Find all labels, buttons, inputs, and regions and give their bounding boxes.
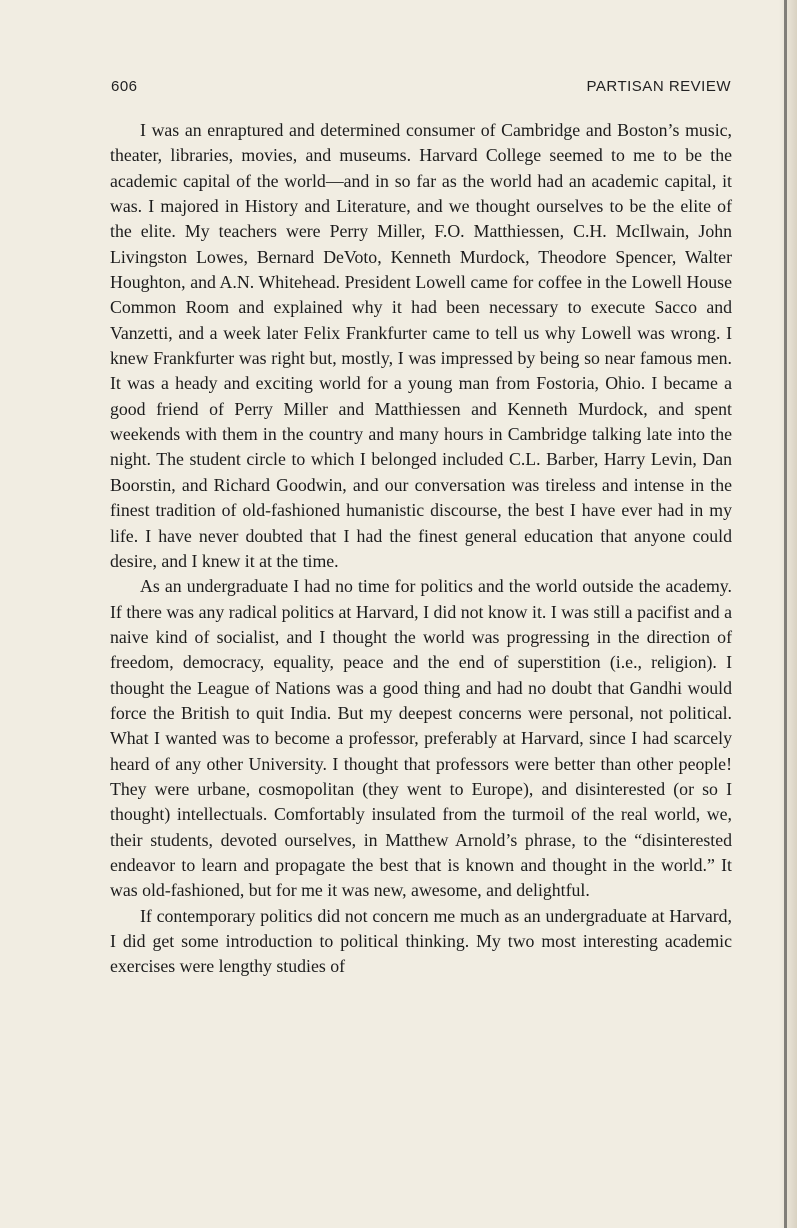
binding-edge-line bbox=[784, 0, 787, 1228]
paragraph: If contemporary politics did not concern me much as an undergraduate at Harvard, I did get some introduction to political thinking. My two most interesting academic exercises were lengthy studies of bbox=[110, 905, 732, 977]
article-body bbox=[110, 118, 732, 980]
running-head: PARTISAN REVIEW bbox=[586, 78, 731, 95]
page-edge-shadow bbox=[779, 0, 797, 1228]
page-header bbox=[111, 78, 731, 98]
paragraph: I was an enraptured and determined consumer of Cambridge and Boston’s music, theater, libraries, movies, and museums. Harvard College seemed to me to be the academic capital of the world—and in so far as the world had an academic capital, it was. I majored in History and Literature, and we thought ourselves to be the elite of the elite. My teachers were Perry Miller, F.O. Matthiessen, C.H. McIlwain, John Livingston Lowes, Bernard DeVoto, Kenneth Murdock, Theodore Spencer, Walter Houghton, and A.N. Whitehead. President Lowell came for coffee in the Lowell House Common Room and explained why it had been necessary to execute Sacco and Vanzetti, and a week later Felix Frankfurter came to tell us why Lowell was wrong. I knew Frankfurter was right but, mostly, I was impressed by being so near famous men. It was a heady and exciting world for a young man from Fostoria, Ohio. I became a good friend of Perry Miller and Matthiessen and Kenneth Murdock, and spent weekends with them in the country and many hours in Cambridge talking late into the night. The student circle to which I belonged included C.L. Barber, Harry Levin, Dan Boorstin, and Richard Goodwin, and our conversation was tireless and intense in the finest tradition of old-fashioned humanistic discourse, the best I have ever had in my life. I have never doubted that I had the finest general education that anyone could desire, and I knew it at the time. bbox=[110, 120, 732, 571]
paragraph: As an undergraduate I had no time for politics and the world outside the academy. If there was any radical politics at Harvard, I did not know it. I was still a pacifist and a naive kind of socialist, and I thought the world was progressing in the direction of freedom, democracy, equality, peace and the end of superstition (i.e., religion). I thought the League of Nations was a good thing and had no doubt that Gandhi would force the British to quit India. But my deepest concerns were personal, not political. What I wanted was to become a professor, preferably at Harvard, since I had scarcely heard of any other University. I thought that professors were better than other people! They were urbane, cosmopolitan (they went to Europe), and disinterested (or so I thought) intellectuals. Comfortably insulated from the turmoil of the real world, we, their students, devoted ourselves, in Matthew Arnold’s phrase, to the “disinterested endeavor to learn and propagate the best that is known and thought in the world.” It was old-fashioned, but for me it was new, awesome, and delightful. bbox=[110, 576, 732, 901]
page-number: 606 bbox=[111, 78, 138, 95]
